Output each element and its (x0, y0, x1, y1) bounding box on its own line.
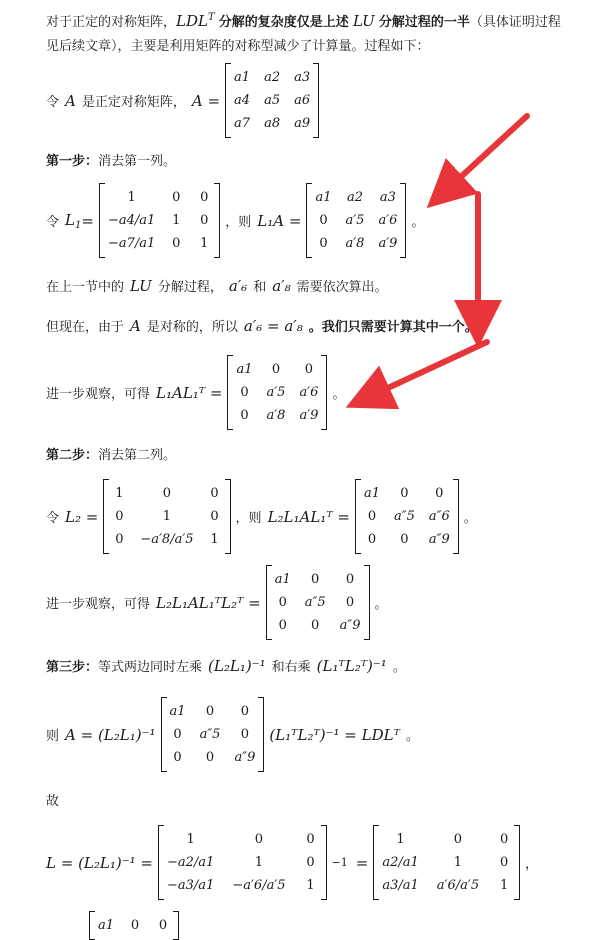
matrix-cell: a1 (315, 190, 332, 205)
step1-title: 第一步： (46, 154, 99, 169)
lu-process-line (46, 276, 388, 295)
result-lhs: A = (L₂L₁)⁻¹ (65, 725, 156, 744)
intro-text-a: 对于正定的对称矩阵， (46, 15, 177, 30)
matrix-final-inv (158, 826, 327, 899)
sym-text-b: 是对称的，所以 (146, 320, 238, 335)
therefore-text: 故 (46, 794, 60, 809)
matrix-cell: a1 (363, 486, 380, 501)
matrix-cell: a′6 (299, 385, 319, 400)
matrix-cell: −a4/a1 (107, 213, 156, 228)
matrix-cell: 1 (162, 509, 172, 524)
matrix-cell: 0 (172, 190, 181, 205)
matrix-cell: a′5 (345, 213, 365, 228)
matrix-l1a (306, 184, 406, 257)
a8-prime: a′₈ (272, 276, 291, 295)
ze-label: ，则 (235, 511, 262, 526)
matrix-l2 (103, 480, 230, 553)
matrix-cell: 0 (240, 727, 250, 742)
matrix-l2l1a (355, 480, 459, 553)
final-lhs: L = (L₂L₁)⁻¹ = (46, 853, 153, 872)
step1-heading (46, 150, 176, 169)
matrix-cell: a6 (294, 93, 311, 108)
comma: ， (525, 857, 539, 872)
matrix-cell: 1 (210, 532, 219, 547)
matrix-cell: 1 (172, 213, 181, 228)
matrix-cell: a1 (169, 704, 186, 719)
step2-title: 第二步： (46, 448, 99, 463)
matrix-cell: a7 (234, 116, 251, 131)
matrix-cell: 0 (254, 832, 264, 847)
matrix-cell: 0 (115, 532, 124, 547)
period: 。 (405, 729, 419, 744)
obs2-text: 进一步观察，可得 (46, 597, 151, 612)
obs1-text: 进一步观察，可得 (46, 387, 151, 402)
partial-matrix-row (84, 912, 184, 939)
matrix-cell: 0 (205, 750, 215, 765)
matrix-cell: a″9 (339, 618, 361, 633)
lu-text-a: 在上一节中的 (46, 280, 125, 295)
arrow-3 (362, 342, 487, 400)
matrix-cell: 0 (367, 532, 377, 547)
matrix-l1 (99, 184, 220, 257)
matrix-cell: −a2/a1 (167, 855, 215, 870)
matrix-cell: 1 (127, 190, 136, 205)
matrix-cell: a3 (294, 70, 311, 85)
matrix-cell: 0 (499, 855, 509, 870)
matrix-cell: 0 (278, 618, 287, 633)
a6-prime: a′₆ (228, 276, 248, 295)
step2-heading (46, 444, 176, 463)
matrix-cell: 0 (173, 727, 182, 742)
sym-text-a: 但现在，由于 (46, 320, 125, 335)
matrix-cell: 1 (115, 486, 124, 501)
matrix-cell: 0 (200, 213, 209, 228)
matrix-cell: 0 (311, 618, 320, 633)
matrix-cell: 0 (240, 408, 249, 423)
matrix-cell: −a′8/a′5 (140, 532, 194, 547)
result-rhs: (L₁ᵀL₂ᵀ)⁻¹ = LDLᵀ (269, 725, 400, 744)
matrix-cell: 0 (278, 595, 287, 610)
period: 。 (392, 660, 406, 675)
step3-text-a: 等式两边同时左乘 (98, 660, 203, 675)
intro-text-d: （具体证明过程见后续文章），主要是利用矩阵的对称型减少了计算量。过程如下： (46, 15, 561, 54)
matrix-cell: a1 (236, 362, 253, 377)
line-l2 (46, 480, 477, 553)
result-line (46, 698, 419, 771)
matrix-obs1 (227, 356, 327, 429)
period: 。 (411, 215, 425, 230)
matrix-cell: 1 (306, 878, 315, 893)
ling-label: 令 (46, 95, 60, 110)
step1-text: 消去第一列。 (98, 154, 177, 169)
matrix-cell: 1 (254, 855, 264, 870)
matrix-a (225, 64, 319, 137)
matrix-cell: a′8 (345, 236, 365, 251)
therefore-line (46, 790, 59, 809)
matrix-cell: 1 (200, 236, 209, 251)
matrix-cell: 1 (396, 832, 405, 847)
matrix-cell: a9 (294, 116, 311, 131)
a-symbol: A (65, 91, 76, 110)
matrix-cell: 0 (400, 532, 409, 547)
ling-label: 令 (46, 215, 60, 230)
step3-expr-2: (L₁ᵀL₂ᵀ)⁻¹ (316, 656, 387, 675)
matrix-cell: 0 (210, 486, 219, 501)
lu-text-c: 需要依次算出。 (296, 280, 388, 295)
lu-symbol: LU (130, 276, 152, 295)
arrow-1 (440, 116, 527, 196)
ze-label: ，则 (225, 215, 252, 230)
matrix-cell: 1 (453, 855, 463, 870)
matrix-cell: 0 (210, 509, 219, 524)
matrix-cell: 0 (130, 918, 140, 933)
matrix-cell: 0 (345, 595, 355, 610)
period: 。 (463, 511, 477, 526)
step3-heading (46, 656, 406, 675)
symmetric-line (46, 316, 478, 335)
a-desc: 是正定对称矩阵， (81, 95, 186, 110)
matrix-cell: a″6 (428, 509, 450, 524)
ling-label: 令 (46, 511, 60, 526)
matrix-cell: 0 (306, 855, 315, 870)
lu-symbol: LU (352, 12, 375, 30)
l2-expr: L₂ = (65, 507, 99, 526)
matrix-cell: 0 (172, 236, 181, 251)
matrix-cell: a″5 (393, 509, 415, 524)
matrix-cell: 0 (319, 236, 328, 251)
l1a-expr: L₁A = (257, 211, 302, 230)
matrix-cell: 0 (240, 385, 249, 400)
matrix-cell: 0 (435, 486, 444, 501)
a6-equals-a8: a′₆ = a′₈ (243, 316, 303, 335)
period: 。 (332, 387, 346, 402)
matrix-cell: a″5 (199, 727, 221, 742)
matrix-cell: a′9 (378, 236, 398, 251)
step2-text: 消去第二列。 (98, 448, 177, 463)
matrix-cell: a″9 (234, 750, 256, 765)
line-a-definition (46, 64, 324, 137)
matrix-cell: 0 (304, 362, 314, 377)
matrix-cell: a′6 (378, 213, 398, 228)
l1-symbol: $L_1$ (65, 210, 82, 231)
matrix-cell: a′8 (266, 408, 286, 423)
matrix-cell: a″9 (428, 532, 450, 547)
step3-expr-1: (L₂L₁)⁻¹ (208, 656, 266, 675)
matrix-cell: −a7/a1 (107, 236, 156, 251)
matrix-cell: a1 (98, 918, 115, 933)
observation-1 (46, 356, 345, 429)
matrix-cell: 1 (499, 878, 509, 893)
a-equals: A = (191, 91, 221, 110)
intro-bold-b: 分解的复杂度仅是上述 (218, 15, 349, 30)
intro-bold-c: 分解过程的一半 (378, 15, 470, 30)
obs2-expr: L₂L₁AL₁ᵀL₂ᵀ = (156, 593, 261, 612)
matrix-cell: a″5 (304, 595, 326, 610)
l1-equals: = (81, 211, 94, 230)
matrix-final-l (373, 826, 520, 899)
inverse-exponent: −1 (331, 856, 348, 869)
period: 。 (374, 597, 388, 612)
matrix-cell: 0 (400, 486, 409, 501)
matrix-cell: 0 (158, 918, 168, 933)
matrix-cell: 0 (115, 509, 124, 524)
a-symbol: A (130, 316, 141, 335)
matrix-cell: 0 (162, 486, 172, 501)
matrix-cell: a2 (264, 70, 281, 85)
matrix-cell: a1 (274, 572, 291, 587)
matrix-cell: a2/a1 (382, 855, 419, 870)
matrix-cell: 0 (453, 832, 463, 847)
matrix-cell: 0 (205, 704, 215, 719)
ldlt-symbol: $LDL^T$ (176, 12, 215, 30)
lu-text-b: 分解过程， (157, 280, 223, 295)
matrix-cell: −a3/a1 (167, 878, 215, 893)
step3-text-b: 和右乘 (271, 660, 311, 675)
matrix-cell: a8 (264, 116, 281, 131)
matrix-cell: 0 (200, 190, 209, 205)
matrix-cell: 0 (240, 704, 250, 719)
ze-label: 则 (46, 729, 60, 744)
matrix-cell: 0 (271, 362, 281, 377)
line-l1 (46, 184, 424, 257)
intro-paragraph (46, 6, 566, 59)
matrix-cell: a4 (234, 93, 251, 108)
matrix-cell: a3 (379, 190, 396, 205)
matrix-cell: −a′6/a′5 (232, 878, 286, 893)
step3-title: 第三步： (46, 660, 99, 675)
matrix-cell: a1 (234, 70, 251, 85)
matrix-cell: a′5 (266, 385, 286, 400)
l2l1a-expr: L₂L₁AL₁ᵀ = (267, 507, 350, 526)
matrix-cell: 0 (306, 832, 315, 847)
matrix-cell: 0 (499, 832, 509, 847)
matrix-cell: 1 (186, 832, 195, 847)
matrix-cell: a2 (346, 190, 363, 205)
and-text: 和 (253, 280, 267, 295)
matrix-cell: 0 (345, 572, 355, 587)
matrix-cell: a′9 (299, 408, 319, 423)
matrix-cell: a5 (264, 93, 281, 108)
final-equals: = (355, 853, 369, 872)
observation-2 (46, 566, 388, 639)
matrix-cell: a′6/a′5 (436, 878, 480, 893)
matrix-cell: a3/a1 (382, 878, 419, 893)
matrix-partial (89, 912, 179, 939)
matrix-obs2 (266, 566, 370, 639)
matrix-cell: 0 (173, 750, 182, 765)
matrix-cell: 0 (311, 572, 320, 587)
matrix-result (161, 698, 265, 771)
obs1-expr: L₁AL₁ᵀ = (156, 383, 223, 402)
matrix-cell: 0 (319, 213, 328, 228)
matrix-cell: 0 (367, 509, 377, 524)
sym-bold: 。我们只需要计算其中一个。 (308, 320, 478, 335)
final-l-line (46, 826, 538, 899)
